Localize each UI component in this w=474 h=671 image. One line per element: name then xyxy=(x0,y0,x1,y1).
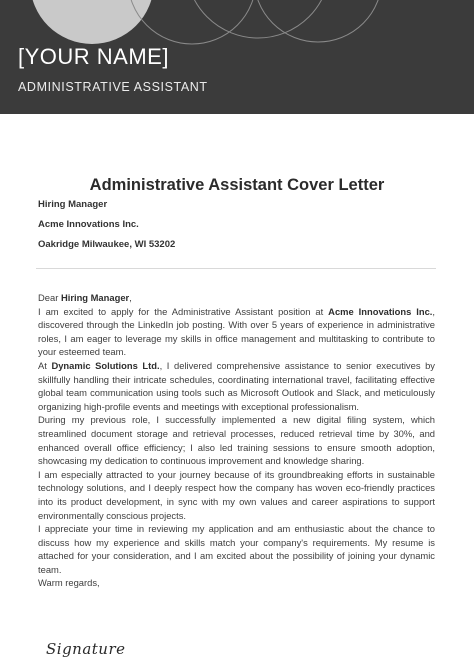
paragraph-5: I appreciate your time in reviewing my application and am enthusiastic about the chance to discuss how my experience and skills match your company's requirements. My resume is attached for your consideration, and I am excited about the possibility of joining your dynamic team. xyxy=(38,523,435,575)
paragraph-4: I am especially attracted to your journey because of its groundbreaking efforts in sustainable technology solutions, and I deeply respect how the company has woven eco-friendly practices into its product development, in sync with my own values and career aspirations to support environmentally conscious projects. xyxy=(38,468,435,521)
greeting-name: Hiring Manager xyxy=(60,292,130,303)
greeting-prefix: Dear xyxy=(38,292,61,303)
p2-company: Dynamic Solutions Ltd. xyxy=(51,359,160,371)
p1-text-a: I am excited to apply for the Administrative Assistant position at xyxy=(38,305,329,317)
signature: Signature xyxy=(46,640,126,658)
recipient-company: Acme Innovations Inc. xyxy=(38,219,139,230)
recipient-title: Hiring Manager xyxy=(38,199,108,210)
p2-prefix: At xyxy=(38,359,52,371)
header-banner xyxy=(0,0,474,114)
greeting-suffix: , xyxy=(129,292,132,303)
p1-company: Acme Innovations Inc. xyxy=(328,305,433,317)
applicant-role: ADMINISTRATIVE ASSISTANT xyxy=(18,80,208,94)
divider xyxy=(36,268,436,269)
p1-text-b: , discovered through the LinkedIn job posting. With over 5 years of experience in administrative roles, I am eager to leverage my skills in office management and multitasking to contribute to your esteemed team. xyxy=(38,305,436,358)
paragraph-2 xyxy=(38,359,435,413)
paragraph-3: During my previous role, I successfully implemented a new digital filing system, which streamlined document storage and retrieval processes, reduced retrieval time by 30%, and enhanced overall office efficiency; I also led training sessions to ensure smooth adoption, showcasing my dedication to continuous improvement and knowledge sharing. xyxy=(38,414,435,467)
paragraph-1 xyxy=(38,305,435,359)
recipient-address: Oakridge Milwaukee, WI 53202 xyxy=(38,239,176,250)
applicant-name: [YOUR NAME] xyxy=(18,44,169,69)
letter-title: Administrative Assistant Cover Letter xyxy=(89,176,385,194)
closing: Warm regards, xyxy=(38,577,100,589)
greeting xyxy=(38,291,435,305)
p2-text: , I delivered comprehensive assistance to senior executives by skillfully handling their intricate schedules, coordinating international travel, facilitating effective global team communication using tools such as Microsoft Outlook and Slack, and meticulously organizing high-profile events and meetings with exceptional professionalism. xyxy=(38,359,435,412)
letter-body xyxy=(38,291,435,590)
